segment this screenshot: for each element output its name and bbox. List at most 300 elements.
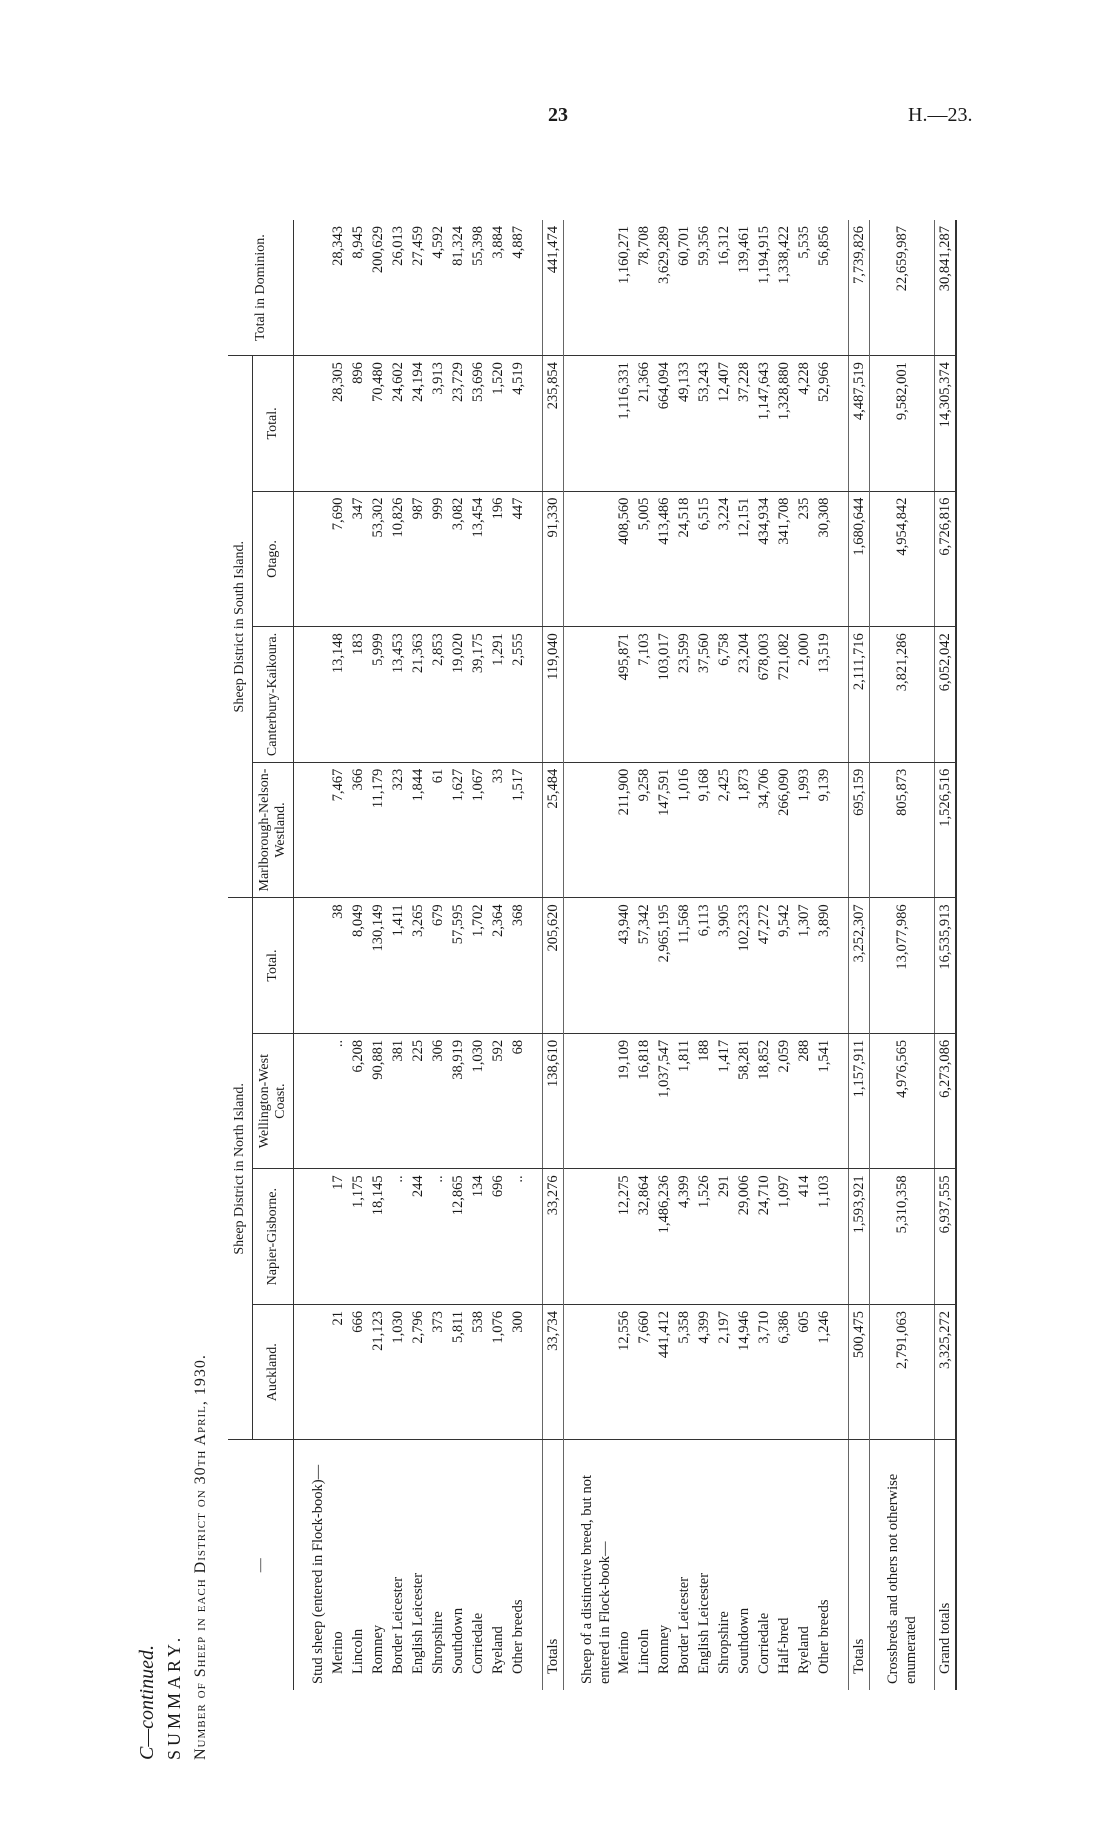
table-cell: 4,954,842 [884,491,920,627]
table-cell: 441,412 [654,1304,674,1440]
row-label: Lincoln [350,1628,367,1674]
table-cell: 1,811 [674,1033,694,1169]
table-cell: 43,940 [614,898,634,1034]
table-cell: 266,090 [774,762,794,898]
table-cell: 3,224 [714,491,734,627]
table-cell: 24,602 [388,356,408,492]
table-cell: 21,363 [408,627,428,763]
sheep-summary-table [228,220,957,1690]
table-cell: 28,343 [328,220,348,356]
table-cell: 39,175 [468,627,488,763]
table-cell [294,356,309,492]
table-row [348,220,368,1690]
table-cell: 3,325,272 [935,1304,957,1440]
table-cell: 7,467 [328,762,348,898]
table-cell: 188 [694,1033,714,1169]
table-row [694,220,714,1690]
table-cell: 1,593,921 [849,1169,870,1305]
table-body [294,220,957,1690]
table-cell [564,491,579,627]
table-cell: 1,194,915 [754,220,774,356]
spacer-row [528,220,543,1690]
table-cell: 1,526,516 [935,762,957,898]
table-cell [294,1304,309,1440]
table-cell [564,1033,579,1169]
table-cell: 896 [348,356,368,492]
table-cell: 13,453 [388,627,408,763]
table-cell: 1,417 [714,1033,734,1169]
table-cell: 3,913 [428,356,448,492]
table-cell: 4,228 [794,356,814,492]
row-label: Half-bred [776,1617,793,1674]
table-cell [308,898,328,1034]
table-cell [578,627,614,763]
table-cell: 24,194 [408,356,428,492]
header-napier-gisborne: Napier-Gisborne. [253,1169,294,1305]
table-cell: 3,890 [814,898,834,1034]
table-cell [308,627,328,763]
table-cell: 413,486 [654,491,674,627]
grand-totals-row [935,220,957,1690]
table-cell [920,491,935,627]
table-cell: 26,013 [388,220,408,356]
table-cell [834,1169,849,1305]
table-cell [870,491,885,627]
table-cell: 805,873 [884,762,920,898]
table-cell: 28,305 [328,356,348,492]
table-cell: 4,592 [428,220,448,356]
table-cell: 1,016 [674,762,694,898]
spacer-row [920,220,935,1690]
table-cell: 1,844 [408,762,428,898]
table-cell: 52,966 [814,356,834,492]
row-label: English Leicester [410,1572,427,1674]
table-cell: 21 [328,1304,348,1440]
table-cell: 414 [794,1169,814,1305]
table-cell [578,898,614,1034]
table-cell [528,220,543,356]
table-cell: 1,517 [508,762,528,898]
table-cell [294,1033,309,1169]
table-cell: 5,358 [674,1304,694,1440]
table-cell: 7,739,826 [849,220,870,356]
table-cell: 57,342 [634,898,654,1034]
table-cell: 1,157,911 [849,1033,870,1169]
table-cell: 21,123 [368,1304,388,1440]
table-cell: 53,696 [468,356,488,492]
table-cell: 300 [508,1304,528,1440]
table-cell [564,627,579,763]
table-cell: 6,113 [694,898,714,1034]
table-cell: 306 [428,1033,448,1169]
table-cell: 19,109 [614,1033,634,1169]
table-cell: 4,399 [694,1304,714,1440]
table-cell: 368 [508,898,528,1034]
table-cell: 1,411 [388,898,408,1034]
table-cell [920,1304,935,1440]
table-cell: 57,595 [448,898,468,1034]
table-cell: 27,459 [408,220,428,356]
table-cell: 225 [408,1033,428,1169]
table-cell: 3,082 [448,491,468,627]
table-cell [294,898,309,1034]
table-cell: 119,040 [543,627,564,763]
table-cell: .. [508,1169,528,1305]
table-cell: 1,993 [794,762,814,898]
table-cell: 999 [428,491,448,627]
table-cell: 1,067 [468,762,488,898]
row-label: Totals [543,1440,564,1690]
row-label [294,1440,309,1690]
table-cell: 24,518 [674,491,694,627]
section-heading-row [578,220,614,1690]
table-cell: 5,535 [794,220,814,356]
table-cell: 1,147,643 [754,356,774,492]
table-cell: 138,610 [543,1033,564,1169]
crossbreds-row [884,220,920,1690]
table-cell: 2,059 [774,1033,794,1169]
table-cell: 1,526 [694,1169,714,1305]
table-cell [564,898,579,1034]
row-label: Sheep of a distinctive breed, but not entered in Flock-book— [579,1475,614,1684]
table-cell: 1,873 [734,762,754,898]
table-cell: 2,853 [428,627,448,763]
table-cell: 2,791,063 [884,1304,920,1440]
table-cell: 2,796 [408,1304,428,1440]
table-cell: 3,821,286 [884,627,920,763]
table-cell: 22,659,987 [884,220,920,356]
row-label [834,1440,849,1690]
spacer-row [870,220,885,1690]
table-cell: 495,871 [614,627,634,763]
table-cell: 11,568 [674,898,694,1034]
document-reference: H.—23. [908,104,973,126]
table-cell: 6,726,816 [935,491,957,627]
table-cell: 59,356 [694,220,714,356]
table-cell: 678,003 [754,627,774,763]
table-cell: 196 [488,491,508,627]
table-cell: 1,097 [774,1169,794,1305]
table-cell: 12,151 [734,491,754,627]
table-cell: 366 [348,762,368,898]
table-cell [834,491,849,627]
table-cell: 16,312 [714,220,734,356]
table-cell: 102,233 [734,898,754,1034]
table-cell: 3,710 [754,1304,774,1440]
row-label [564,1440,579,1690]
row-label: Other breeds [816,1599,833,1674]
table-cell: 68 [508,1033,528,1169]
table-cell: 23,599 [674,627,694,763]
table-cell [834,627,849,763]
table-cell: 18,852 [754,1033,774,1169]
header-canterbury-kaikoura: Canterbury-Kaikoura. [253,627,294,763]
table-cell [564,1304,579,1440]
table-cell [528,762,543,898]
table-cell: 381 [388,1033,408,1169]
table-cell: 29,006 [734,1169,754,1305]
table-cell [528,356,543,492]
row-label [870,1440,885,1690]
table-cell: 16,818 [634,1033,654,1169]
table-cell [870,356,885,492]
table-cell: 1,702 [468,898,488,1034]
table-cell [308,1304,328,1440]
table-cell [564,220,579,356]
table-cell: 1,116,331 [614,356,634,492]
table-cell [834,1033,849,1169]
table-cell: 38,919 [448,1033,468,1169]
table-cell [834,898,849,1034]
table-cell: 447 [508,491,528,627]
title-continued: C—continued. [136,1645,158,1760]
row-label: Merino [616,1631,633,1674]
table-cell: 3,905 [714,898,734,1034]
table-cell [578,1304,614,1440]
table-cell: 17 [328,1169,348,1305]
spacer-row [294,220,309,1690]
table-cell [578,220,614,356]
table-row [674,220,694,1690]
table-cell: 12,865 [448,1169,468,1305]
header-marlborough-nelson-westland: Marlborough-Nelson-Westland. [253,762,294,898]
table-cell: 6,758 [714,627,734,763]
table-cell [870,898,885,1034]
table-cell: 2,197 [714,1304,734,1440]
table-cell: 25,484 [543,762,564,898]
table-cell [528,1169,543,1305]
table-cell: 90,881 [368,1033,388,1169]
table-cell [294,627,309,763]
table-cell: 1,627 [448,762,468,898]
table-cell: 1,338,422 [774,220,794,356]
table-cell: 33,734 [543,1304,564,1440]
table-cell [578,356,614,492]
header-total-dominion: Total in Dominion. [228,220,294,356]
row-label: Southdown [450,1607,467,1674]
table-cell: 235 [794,491,814,627]
table-cell: 8,945 [348,220,368,356]
table-cell: 1,160,271 [614,220,634,356]
table-cell: 2,555 [508,627,528,763]
table-cell: 16,535,913 [935,898,957,1034]
table-cell: 30,308 [814,491,834,627]
row-label: Border Leicester [676,1576,693,1674]
table-cell: 1,175 [348,1169,368,1305]
table-cell [294,1169,309,1305]
table-cell [834,220,849,356]
table-cell: 34,706 [754,762,774,898]
table-cell: 1,680,644 [849,491,870,627]
table-cell: 9,258 [634,762,654,898]
table-cell [920,762,935,898]
table-cell: 6,515 [694,491,714,627]
table-cell: 19,020 [448,627,468,763]
row-label: Totals [849,1440,870,1690]
table-cell: 6,937,555 [935,1169,957,1305]
row-label: Ryeland [490,1626,507,1674]
table-cell: 408,560 [614,491,634,627]
table-cell: 3,629,289 [654,220,674,356]
table-cell [578,1169,614,1305]
table-row [654,220,674,1690]
table-cell: 12,407 [714,356,734,492]
table-cell: 38 [328,898,348,1034]
table-row [408,220,428,1690]
table-cell [308,220,328,356]
table-cell: 9,582,001 [884,356,920,492]
table-cell: 81,324 [448,220,468,356]
row-label: Border Leicester [390,1576,407,1674]
table-cell [578,491,614,627]
table-cell: 205,620 [543,898,564,1034]
table-cell [528,1304,543,1440]
table-cell: 13,519 [814,627,834,763]
header-blank: — [228,1440,294,1690]
table-cell: 592 [488,1033,508,1169]
table-cell: 56,856 [814,220,834,356]
table-cell: 4,487,519 [849,356,870,492]
table-cell: 49,133 [674,356,694,492]
table-cell: 434,934 [754,491,774,627]
table-cell: 10,826 [388,491,408,627]
table-cell: 3,884 [488,220,508,356]
table-cell [870,220,885,356]
row-label: Southdown [736,1607,753,1674]
table-cell [308,1033,328,1169]
table-row [368,220,388,1690]
table-cell: 13,148 [328,627,348,763]
table-cell [834,762,849,898]
table-cell: 103,017 [654,627,674,763]
table-cell: 130,149 [368,898,388,1034]
table-cell [308,356,328,492]
table-row [634,220,654,1690]
table-cell: 291 [714,1169,734,1305]
table-cell: 33 [488,762,508,898]
table-cell: 1,030 [388,1304,408,1440]
table-cell: 1,541 [814,1033,834,1169]
header-north-island: Sheep District in North Island. [228,898,253,1440]
table-cell: 53,302 [368,491,388,627]
table-cell: 6,052,042 [935,627,957,763]
table-cell: 235,854 [543,356,564,492]
totals-row [849,220,870,1690]
table-row [508,220,528,1690]
spacer-row [834,220,849,1690]
row-label: Shropshire [716,1611,733,1674]
table-cell: 13,077,986 [884,898,920,1034]
table-cell: 1,076 [488,1304,508,1440]
table-cell: 323 [388,762,408,898]
table-cell: 12,275 [614,1169,634,1305]
table-cell: 183 [348,627,368,763]
table-cell: 441,474 [543,220,564,356]
row-label: Ryeland [796,1626,813,1674]
table-cell: 147,591 [654,762,674,898]
table-cell: 30,841,287 [935,220,957,356]
table-cell: 244 [408,1169,428,1305]
table-cell [528,898,543,1034]
table-cell: 1,520 [488,356,508,492]
table-cell: .. [428,1169,448,1305]
table-cell: 11,179 [368,762,388,898]
row-label: Grand totals [935,1440,957,1690]
row-label: Shropshire [430,1611,447,1674]
row-label: Romney [370,1624,387,1674]
title-summary: SUMMARY. [164,1633,184,1760]
table-cell [308,1169,328,1305]
table-row [734,220,754,1690]
table-cell: 13,454 [468,491,488,627]
header-auckland: Auckland. [253,1304,294,1440]
table-cell: 5,811 [448,1304,468,1440]
table-row [488,220,508,1690]
table-cell: 139,461 [734,220,754,356]
table-cell [920,356,935,492]
table-cell [308,762,328,898]
table-cell: 37,560 [694,627,714,763]
table-cell: 6,208 [348,1033,368,1169]
table-cell [834,356,849,492]
table-cell: 6,273,086 [935,1033,957,1169]
table-cell: 9,139 [814,762,834,898]
table-cell: 2,965,195 [654,898,674,1034]
table-cell: .. [388,1169,408,1305]
table-cell: 32,864 [634,1169,654,1305]
table-cell: 4,887 [508,220,528,356]
table-cell [564,1169,579,1305]
table-cell [920,220,935,356]
table-cell: 60,701 [674,220,694,356]
table-cell: 7,690 [328,491,348,627]
header-south-total: Total. [253,356,294,492]
table-cell [870,1169,885,1305]
table-cell [578,1033,614,1169]
table-cell: 6,386 [774,1304,794,1440]
table-cell: 21,366 [634,356,654,492]
table-cell: 23,204 [734,627,754,763]
table-cell [920,1033,935,1169]
table-cell: 53,243 [694,356,714,492]
table-cell [308,491,328,627]
table-cell: 61 [428,762,448,898]
table-row [468,220,488,1690]
table-cell: 373 [428,1304,448,1440]
table-cell: 679 [428,898,448,1034]
table-cell: 12,556 [614,1304,634,1440]
table-row [774,220,794,1690]
table-cell: 987 [408,491,428,627]
table-cell: 2,425 [714,762,734,898]
table-cell: 4,519 [508,356,528,492]
table-cell: 70,480 [368,356,388,492]
table-cell: 5,310,358 [884,1169,920,1305]
table-cell: 666 [348,1304,368,1440]
table-cell: 1,246 [814,1304,834,1440]
table-row [428,220,448,1690]
row-label: Crossbreds and others not otherwise enumerated [885,1473,920,1684]
row-label: Merino [330,1631,347,1674]
table-cell: 7,103 [634,627,654,763]
table-row [714,220,734,1690]
table-cell: 500,475 [849,1304,870,1440]
section-heading-row [308,220,328,1690]
table-cell: 4,976,565 [884,1033,920,1169]
table-cell [870,762,885,898]
table-cell: 23,729 [448,356,468,492]
table-cell: 347 [348,491,368,627]
